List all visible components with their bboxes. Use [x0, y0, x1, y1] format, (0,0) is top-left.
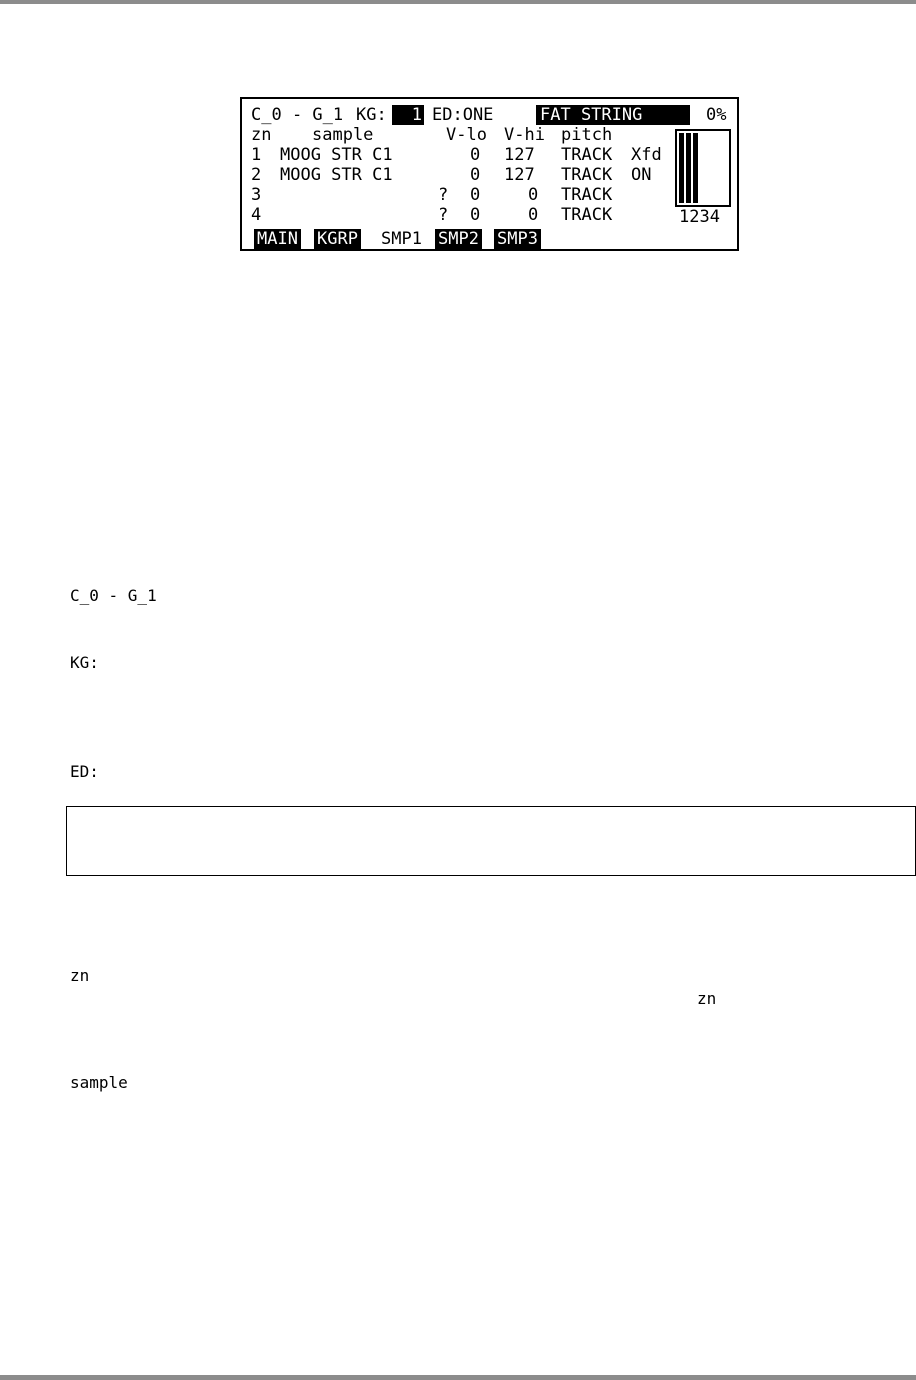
zone-4-pitch[interactable]: TRACK	[561, 205, 613, 225]
zone-2-sample[interactable]: MOOG STR C1	[280, 165, 393, 185]
edit-mode-display[interactable]: ED:ONE	[432, 105, 494, 125]
zone-4-number: 4	[251, 205, 262, 225]
col-header-vlo: V-lo	[446, 125, 487, 145]
meter-bar-zone-2	[686, 133, 691, 203]
zone-2-number: 2	[251, 165, 262, 185]
zone-1-vhi[interactable]: 127	[504, 145, 535, 165]
zone-2-vlo[interactable]: 0	[470, 165, 481, 185]
zone-1-extra[interactable]: Xfd	[631, 145, 662, 165]
zone-1-vlo[interactable]: 0	[470, 145, 481, 165]
zone-2-extra[interactable]: ON	[631, 165, 652, 185]
doc-label-ed: ED:	[70, 762, 99, 781]
program-name: FAT STRING	[536, 105, 690, 125]
doc-label-kg: KG:	[70, 653, 99, 672]
softkey-smp2[interactable]: SMP2	[435, 229, 482, 249]
zone-1-sample[interactable]: MOOG STR C1	[280, 145, 393, 165]
zone-4-vhi[interactable]: 0	[528, 205, 539, 225]
meter-zone-labels: 1234	[679, 207, 720, 227]
kg-label: KG:	[356, 105, 387, 125]
col-header-vhi: V-hi	[504, 125, 545, 145]
softkey-smp3[interactable]: SMP3	[494, 229, 541, 249]
doc-label-range: C_0 - G_1	[70, 586, 157, 605]
percent-readout: 0%	[706, 105, 727, 125]
zone-1-number: 1	[251, 145, 262, 165]
zone-2-vhi[interactable]: 127	[504, 165, 535, 185]
zone-4-vlo[interactable]: 0	[470, 205, 481, 225]
doc-label-sample: sample	[70, 1073, 128, 1092]
note-box	[66, 806, 916, 876]
zone-3-vhi[interactable]: 0	[528, 185, 539, 205]
page-bottom-rule	[0, 1375, 916, 1380]
keyrange-display: C_0 - G_1	[251, 105, 344, 125]
zone-1-pitch[interactable]: TRACK	[561, 145, 613, 165]
zone-3-vlo[interactable]: 0	[470, 185, 481, 205]
lcd-screen	[240, 97, 739, 251]
softkey-kgrp[interactable]: KGRP	[314, 229, 361, 249]
col-header-sample: sample	[312, 125, 374, 145]
zone-2-pitch[interactable]: TRACK	[561, 165, 613, 185]
meter-bar-zone-3	[693, 133, 698, 203]
zone-3-missing-mark: ?	[438, 185, 449, 205]
softkey-main[interactable]: MAIN	[254, 229, 301, 249]
kg-value-field[interactable]: 1	[392, 105, 424, 125]
page-top-rule	[0, 0, 916, 4]
doc-label-zn: zn	[70, 966, 90, 985]
zone-3-pitch[interactable]: TRACK	[561, 185, 613, 205]
col-header-zn: zn	[251, 125, 272, 145]
zone-level-meter	[675, 129, 731, 207]
meter-bar-zone-1	[679, 133, 684, 203]
zone-3-number: 3	[251, 185, 262, 205]
zone-4-missing-mark: ?	[438, 205, 449, 225]
doc-inline-zn: zn	[697, 989, 717, 1008]
col-header-pitch: pitch	[561, 125, 613, 145]
softkey-smp1[interactable]: SMP1	[381, 229, 422, 249]
